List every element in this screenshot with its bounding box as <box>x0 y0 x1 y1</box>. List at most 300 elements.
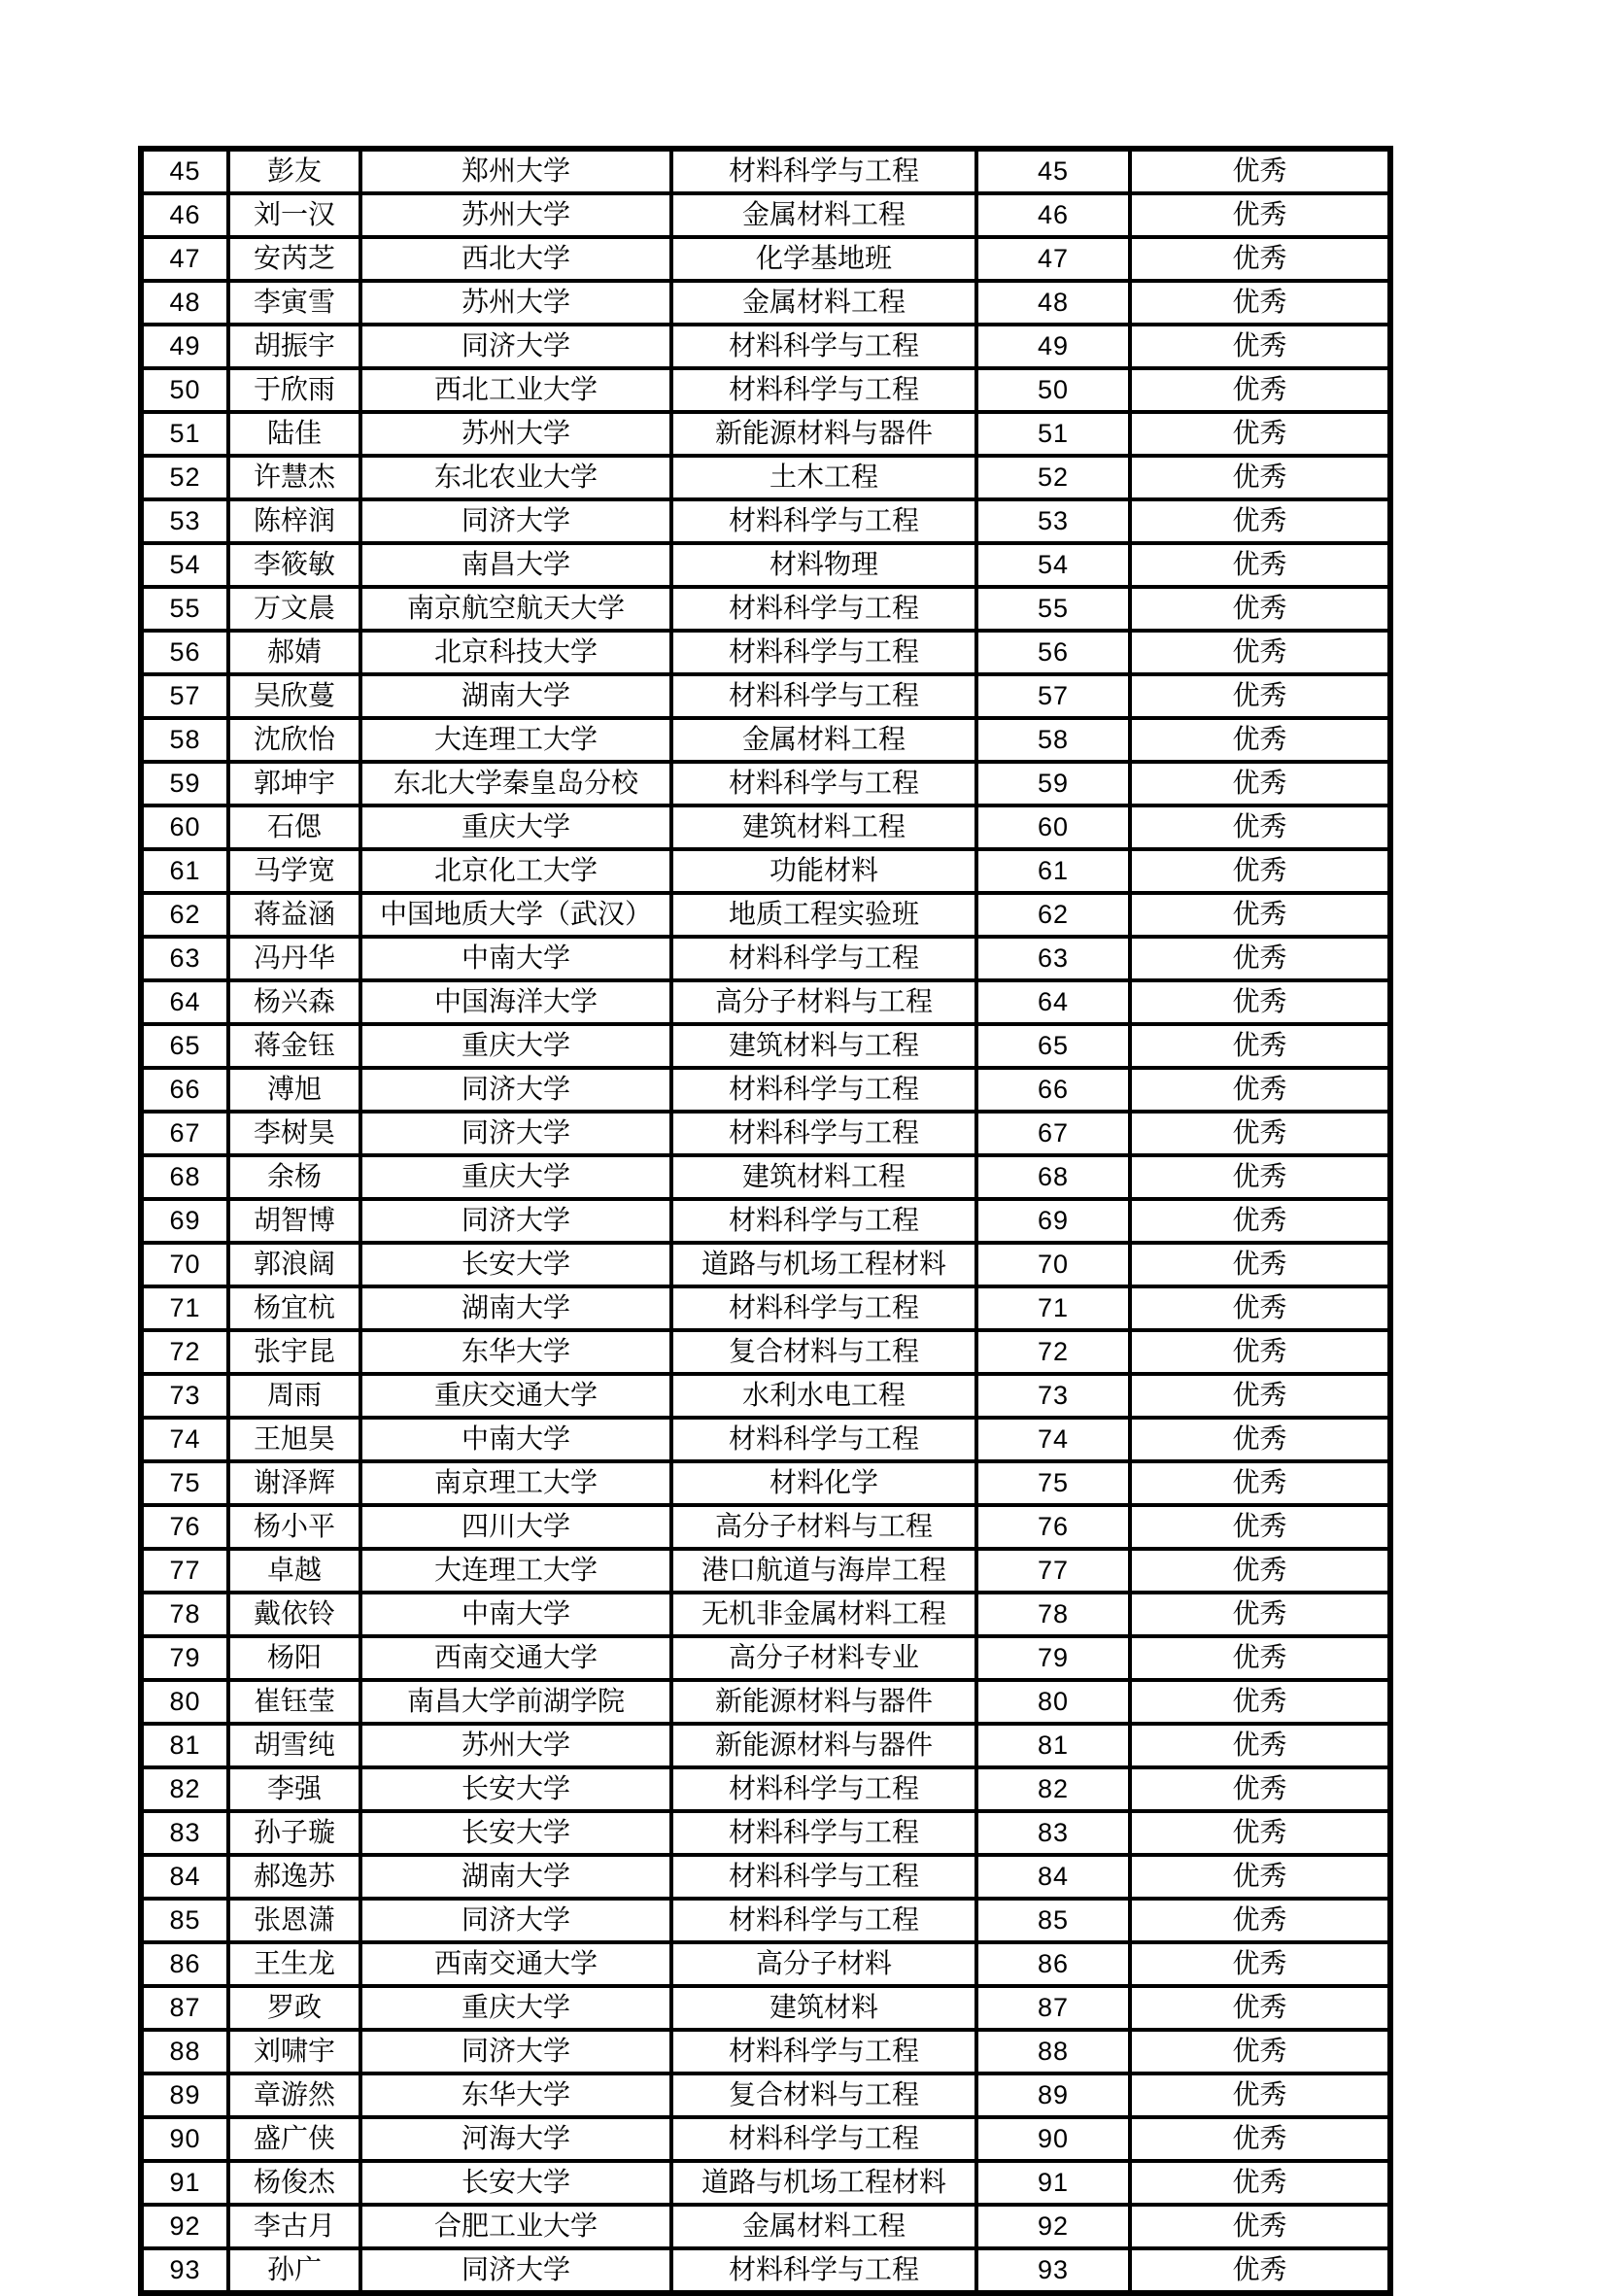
name-cell: 谢泽辉 <box>228 1461 360 1505</box>
major-cell: 高分子材料与工程 <box>671 980 976 1024</box>
table-row <box>141 1418 1390 1461</box>
rank-repeat-cell: 79 <box>976 1636 1130 1680</box>
rank-cell: 53 <box>141 499 228 543</box>
table-row <box>141 1286 1390 1330</box>
rank-repeat-cell: 53 <box>976 499 1130 543</box>
rank-repeat-cell: 59 <box>976 762 1130 805</box>
rank-cell: 82 <box>141 1767 228 1811</box>
evaluation-cell: 优秀 <box>1130 1767 1390 1811</box>
table-row <box>141 1024 1390 1068</box>
university-cell: 中南大学 <box>360 1418 671 1461</box>
table-row <box>141 1724 1390 1767</box>
table-row <box>141 587 1390 631</box>
table-row <box>141 1767 1390 1811</box>
rank-cell: 89 <box>141 2073 228 2117</box>
rank-repeat-cell: 57 <box>976 674 1130 718</box>
university-cell: 同济大学 <box>360 2248 671 2293</box>
table-row <box>141 762 1390 805</box>
evaluation-cell: 优秀 <box>1130 543 1390 587</box>
rank-repeat-cell: 90 <box>976 2117 1130 2161</box>
university-cell: 中国地质大学（武汉） <box>360 893 671 937</box>
rank-repeat-cell: 60 <box>976 805 1130 849</box>
name-cell: 吴欣蔓 <box>228 674 360 718</box>
table-row <box>141 149 1390 193</box>
rank-cell: 49 <box>141 325 228 368</box>
evaluation-cell: 优秀 <box>1130 805 1390 849</box>
table-row <box>141 1505 1390 1549</box>
table-row <box>141 805 1390 849</box>
name-cell: 郭坤宇 <box>228 762 360 805</box>
students-table-body <box>141 149 1390 2293</box>
rank-repeat-cell: 76 <box>976 1505 1130 1549</box>
table-row <box>141 2205 1390 2248</box>
evaluation-cell: 优秀 <box>1130 1724 1390 1767</box>
table-row <box>141 674 1390 718</box>
rank-repeat-cell: 50 <box>976 368 1130 412</box>
major-cell: 材料科学与工程 <box>671 1767 976 1811</box>
name-cell: 李寅雪 <box>228 281 360 325</box>
rank-repeat-cell: 83 <box>976 1811 1130 1855</box>
name-cell: 彭友 <box>228 149 360 193</box>
rank-cell: 73 <box>141 1374 228 1418</box>
rank-repeat-cell: 82 <box>976 1767 1130 1811</box>
evaluation-cell: 优秀 <box>1130 1243 1390 1286</box>
university-cell: 西北大学 <box>360 237 671 281</box>
table-row <box>141 456 1390 499</box>
evaluation-cell: 优秀 <box>1130 1155 1390 1199</box>
major-cell: 材料科学与工程 <box>671 149 976 193</box>
table-row <box>141 325 1390 368</box>
table-row <box>141 237 1390 281</box>
rank-repeat-cell: 89 <box>976 2073 1130 2117</box>
evaluation-cell: 优秀 <box>1130 499 1390 543</box>
major-cell: 材料科学与工程 <box>671 937 976 980</box>
university-cell: 湖南大学 <box>360 674 671 718</box>
table-row <box>141 1636 1390 1680</box>
rank-cell: 93 <box>141 2248 228 2293</box>
name-cell: 李筱敏 <box>228 543 360 587</box>
major-cell: 新能源材料与器件 <box>671 1724 976 1767</box>
university-cell: 东华大学 <box>360 1330 671 1374</box>
rank-repeat-cell: 93 <box>976 2248 1130 2293</box>
university-cell: 南京航空航天大学 <box>360 587 671 631</box>
university-cell: 重庆交通大学 <box>360 1374 671 1418</box>
table-row <box>141 1899 1390 1942</box>
table-row <box>141 281 1390 325</box>
major-cell: 地质工程实验班 <box>671 893 976 937</box>
evaluation-cell: 优秀 <box>1130 1593 1390 1636</box>
evaluation-cell: 优秀 <box>1130 1636 1390 1680</box>
name-cell: 盛广侠 <box>228 2117 360 2161</box>
evaluation-cell: 优秀 <box>1130 937 1390 980</box>
evaluation-cell: 优秀 <box>1130 1199 1390 1243</box>
evaluation-cell: 优秀 <box>1130 674 1390 718</box>
rank-cell: 78 <box>141 1593 228 1636</box>
evaluation-cell: 优秀 <box>1130 980 1390 1024</box>
evaluation-cell: 优秀 <box>1130 456 1390 499</box>
evaluation-cell: 优秀 <box>1130 1024 1390 1068</box>
major-cell: 建筑材料工程 <box>671 1155 976 1199</box>
evaluation-cell: 优秀 <box>1130 193 1390 237</box>
university-cell: 西北工业大学 <box>360 368 671 412</box>
rank-cell: 74 <box>141 1418 228 1461</box>
major-cell: 高分子材料专业 <box>671 1636 976 1680</box>
name-cell: 周雨 <box>228 1374 360 1418</box>
major-cell: 材料科学与工程 <box>671 368 976 412</box>
rank-cell: 69 <box>141 1199 228 1243</box>
table-row <box>141 499 1390 543</box>
major-cell: 水利水电工程 <box>671 1374 976 1418</box>
rank-repeat-cell: 61 <box>976 849 1130 893</box>
university-cell: 南京理工大学 <box>360 1461 671 1505</box>
rank-repeat-cell: 92 <box>976 2205 1130 2248</box>
rank-cell: 63 <box>141 937 228 980</box>
evaluation-cell: 优秀 <box>1130 281 1390 325</box>
table-row <box>141 1811 1390 1855</box>
rank-cell: 62 <box>141 893 228 937</box>
rank-repeat-cell: 77 <box>976 1549 1130 1593</box>
rank-cell: 80 <box>141 1680 228 1724</box>
evaluation-cell: 优秀 <box>1130 762 1390 805</box>
evaluation-cell: 优秀 <box>1130 1330 1390 1374</box>
rank-repeat-cell: 65 <box>976 1024 1130 1068</box>
rank-cell: 76 <box>141 1505 228 1549</box>
rank-cell: 66 <box>141 1068 228 1112</box>
evaluation-cell: 优秀 <box>1130 1680 1390 1724</box>
evaluation-cell: 优秀 <box>1130 149 1390 193</box>
major-cell: 无机非金属材料工程 <box>671 1593 976 1636</box>
rank-cell: 70 <box>141 1243 228 1286</box>
rank-repeat-cell: 91 <box>976 2161 1130 2205</box>
name-cell: 石偲 <box>228 805 360 849</box>
major-cell: 材料科学与工程 <box>671 762 976 805</box>
name-cell: 冯丹华 <box>228 937 360 980</box>
rank-repeat-cell: 46 <box>976 193 1130 237</box>
major-cell: 材料科学与工程 <box>671 2117 976 2161</box>
name-cell: 溥旭 <box>228 1068 360 1112</box>
rank-cell: 55 <box>141 587 228 631</box>
major-cell: 道路与机场工程材料 <box>671 1243 976 1286</box>
table-row <box>141 937 1390 980</box>
major-cell: 金属材料工程 <box>671 2205 976 2248</box>
rank-cell: 88 <box>141 2030 228 2073</box>
evaluation-cell: 优秀 <box>1130 2030 1390 2073</box>
university-cell: 同济大学 <box>360 2030 671 2073</box>
rank-repeat-cell: 66 <box>976 1068 1130 1112</box>
evaluation-cell: 优秀 <box>1130 893 1390 937</box>
name-cell: 刘一汉 <box>228 193 360 237</box>
rank-cell: 86 <box>141 1942 228 1986</box>
name-cell: 胡雪纯 <box>228 1724 360 1767</box>
evaluation-cell: 优秀 <box>1130 1418 1390 1461</box>
evaluation-cell: 优秀 <box>1130 412 1390 456</box>
table-row <box>141 1374 1390 1418</box>
name-cell: 杨阳 <box>228 1636 360 1680</box>
rank-cell: 47 <box>141 237 228 281</box>
rank-repeat-cell: 49 <box>976 325 1130 368</box>
rank-cell: 83 <box>141 1811 228 1855</box>
major-cell: 金属材料工程 <box>671 718 976 762</box>
major-cell: 材料科学与工程 <box>671 1855 976 1899</box>
major-cell: 建筑材料 <box>671 1986 976 2030</box>
university-cell: 同济大学 <box>360 499 671 543</box>
table-row <box>141 543 1390 587</box>
university-cell: 中南大学 <box>360 1593 671 1636</box>
evaluation-cell: 优秀 <box>1130 325 1390 368</box>
table-row <box>141 1549 1390 1593</box>
name-cell: 蒋金钰 <box>228 1024 360 1068</box>
table-row <box>141 718 1390 762</box>
table-row <box>141 1593 1390 1636</box>
evaluation-cell: 优秀 <box>1130 2073 1390 2117</box>
table-row <box>141 1243 1390 1286</box>
rank-cell: 46 <box>141 193 228 237</box>
university-cell: 同济大学 <box>360 1068 671 1112</box>
evaluation-cell: 优秀 <box>1130 587 1390 631</box>
name-cell: 孙子璇 <box>228 1811 360 1855</box>
rank-repeat-cell: 85 <box>976 1899 1130 1942</box>
rank-cell: 54 <box>141 543 228 587</box>
name-cell: 杨宜杭 <box>228 1286 360 1330</box>
university-cell: 大连理工大学 <box>360 718 671 762</box>
rank-repeat-cell: 78 <box>976 1593 1130 1636</box>
rank-cell: 61 <box>141 849 228 893</box>
evaluation-cell: 优秀 <box>1130 2205 1390 2248</box>
major-cell: 建筑材料工程 <box>671 805 976 849</box>
evaluation-cell: 优秀 <box>1130 237 1390 281</box>
name-cell: 杨俊杰 <box>228 2161 360 2205</box>
evaluation-cell: 优秀 <box>1130 2248 1390 2293</box>
name-cell: 郭浪阔 <box>228 1243 360 1286</box>
university-cell: 西南交通大学 <box>360 1636 671 1680</box>
major-cell: 建筑材料与工程 <box>671 1024 976 1068</box>
name-cell: 许慧杰 <box>228 456 360 499</box>
major-cell: 高分子材料与工程 <box>671 1505 976 1549</box>
major-cell: 新能源材料与器件 <box>671 412 976 456</box>
rank-cell: 92 <box>141 2205 228 2248</box>
university-cell: 河海大学 <box>360 2117 671 2161</box>
university-cell: 北京科技大学 <box>360 631 671 674</box>
university-cell: 重庆大学 <box>360 1024 671 1068</box>
evaluation-cell: 优秀 <box>1130 1855 1390 1899</box>
university-cell: 长安大学 <box>360 1811 671 1855</box>
university-cell: 同济大学 <box>360 1112 671 1155</box>
university-cell: 苏州大学 <box>360 281 671 325</box>
rank-repeat-cell: 45 <box>976 149 1130 193</box>
rank-cell: 91 <box>141 2161 228 2205</box>
major-cell: 化学基地班 <box>671 237 976 281</box>
rank-repeat-cell: 48 <box>976 281 1130 325</box>
rank-repeat-cell: 62 <box>976 893 1130 937</box>
rank-cell: 72 <box>141 1330 228 1374</box>
name-cell: 孙广 <box>228 2248 360 2293</box>
university-cell: 中国海洋大学 <box>360 980 671 1024</box>
name-cell: 崔钰莹 <box>228 1680 360 1724</box>
major-cell: 道路与机场工程材料 <box>671 2161 976 2205</box>
university-cell: 同济大学 <box>360 1199 671 1243</box>
university-cell: 重庆大学 <box>360 1986 671 2030</box>
university-cell: 苏州大学 <box>360 193 671 237</box>
rank-cell: 56 <box>141 631 228 674</box>
table-row <box>141 368 1390 412</box>
university-cell: 郑州大学 <box>360 149 671 193</box>
table-row <box>141 2161 1390 2205</box>
university-cell: 苏州大学 <box>360 1724 671 1767</box>
major-cell: 材料科学与工程 <box>671 1068 976 1112</box>
students-table <box>138 146 1393 2296</box>
university-cell: 重庆大学 <box>360 1155 671 1199</box>
name-cell: 李树昊 <box>228 1112 360 1155</box>
major-cell: 材料科学与工程 <box>671 2248 976 2293</box>
university-cell: 湖南大学 <box>360 1855 671 1899</box>
evaluation-cell: 优秀 <box>1130 368 1390 412</box>
evaluation-cell: 优秀 <box>1130 631 1390 674</box>
name-cell: 刘啸宇 <box>228 2030 360 2073</box>
major-cell: 材料科学与工程 <box>671 1286 976 1330</box>
major-cell: 港口航道与海岸工程 <box>671 1549 976 1593</box>
rank-repeat-cell: 54 <box>976 543 1130 587</box>
major-cell: 土木工程 <box>671 456 976 499</box>
evaluation-cell: 优秀 <box>1130 1549 1390 1593</box>
evaluation-cell: 优秀 <box>1130 849 1390 893</box>
table-row <box>141 193 1390 237</box>
table-row <box>141 1942 1390 1986</box>
university-cell: 北京化工大学 <box>360 849 671 893</box>
table-row <box>141 893 1390 937</box>
major-cell: 新能源材料与器件 <box>671 1680 976 1724</box>
rank-cell: 85 <box>141 1899 228 1942</box>
university-cell: 湖南大学 <box>360 1286 671 1330</box>
table-row <box>141 1155 1390 1199</box>
rank-repeat-cell: 71 <box>976 1286 1130 1330</box>
rank-cell: 51 <box>141 412 228 456</box>
rank-repeat-cell: 72 <box>976 1330 1130 1374</box>
name-cell: 马学宽 <box>228 849 360 893</box>
table-row <box>141 2248 1390 2293</box>
rank-repeat-cell: 88 <box>976 2030 1130 2073</box>
name-cell: 郝婧 <box>228 631 360 674</box>
name-cell: 杨小平 <box>228 1505 360 1549</box>
name-cell: 王旭昊 <box>228 1418 360 1461</box>
rank-repeat-cell: 75 <box>976 1461 1130 1505</box>
evaluation-cell: 优秀 <box>1130 1461 1390 1505</box>
major-cell: 复合材料与工程 <box>671 1330 976 1374</box>
name-cell: 万文晨 <box>228 587 360 631</box>
name-cell: 陈梓润 <box>228 499 360 543</box>
rank-cell: 75 <box>141 1461 228 1505</box>
major-cell: 材料科学与工程 <box>671 2030 976 2073</box>
major-cell: 高分子材料 <box>671 1942 976 1986</box>
major-cell: 材料科学与工程 <box>671 1811 976 1855</box>
evaluation-cell: 优秀 <box>1130 1068 1390 1112</box>
rank-cell: 90 <box>141 2117 228 2161</box>
major-cell: 功能材料 <box>671 849 976 893</box>
university-cell: 长安大学 <box>360 2161 671 2205</box>
rank-repeat-cell: 68 <box>976 1155 1130 1199</box>
evaluation-cell: 优秀 <box>1130 1899 1390 1942</box>
major-cell: 材料科学与工程 <box>671 1418 976 1461</box>
table-row <box>141 2117 1390 2161</box>
name-cell: 蒋益涵 <box>228 893 360 937</box>
rank-cell: 57 <box>141 674 228 718</box>
rank-repeat-cell: 51 <box>976 412 1130 456</box>
university-cell: 重庆大学 <box>360 805 671 849</box>
evaluation-cell: 优秀 <box>1130 1942 1390 1986</box>
major-cell: 材料科学与工程 <box>671 499 976 543</box>
table-row <box>141 1461 1390 1505</box>
rank-repeat-cell: 63 <box>976 937 1130 980</box>
table-row <box>141 1986 1390 2030</box>
rank-cell: 60 <box>141 805 228 849</box>
table-row <box>141 631 1390 674</box>
rank-cell: 64 <box>141 980 228 1024</box>
rank-repeat-cell: 58 <box>976 718 1130 762</box>
table-row <box>141 849 1390 893</box>
rank-repeat-cell: 52 <box>976 456 1130 499</box>
university-cell: 南昌大学 <box>360 543 671 587</box>
name-cell: 胡振宇 <box>228 325 360 368</box>
rank-repeat-cell: 87 <box>976 1986 1130 2030</box>
name-cell: 胡智博 <box>228 1199 360 1243</box>
major-cell: 金属材料工程 <box>671 281 976 325</box>
rank-repeat-cell: 84 <box>976 1855 1130 1899</box>
name-cell: 章游然 <box>228 2073 360 2117</box>
university-cell: 东华大学 <box>360 2073 671 2117</box>
rank-repeat-cell: 47 <box>976 237 1130 281</box>
name-cell: 张宇昆 <box>228 1330 360 1374</box>
name-cell: 杨兴森 <box>228 980 360 1024</box>
rank-cell: 84 <box>141 1855 228 1899</box>
major-cell: 金属材料工程 <box>671 193 976 237</box>
major-cell: 材料科学与工程 <box>671 1112 976 1155</box>
university-cell: 东北农业大学 <box>360 456 671 499</box>
rank-cell: 65 <box>141 1024 228 1068</box>
name-cell: 安芮芝 <box>228 237 360 281</box>
rank-repeat-cell: 64 <box>976 980 1130 1024</box>
name-cell: 戴依铃 <box>228 1593 360 1636</box>
name-cell: 郝逸苏 <box>228 1855 360 1899</box>
rank-cell: 48 <box>141 281 228 325</box>
major-cell: 材料科学与工程 <box>671 1199 976 1243</box>
rank-repeat-cell: 86 <box>976 1942 1130 1986</box>
name-cell: 罗政 <box>228 1986 360 2030</box>
university-cell: 东北大学秦皇岛分校 <box>360 762 671 805</box>
evaluation-cell: 优秀 <box>1130 1112 1390 1155</box>
name-cell: 于欣雨 <box>228 368 360 412</box>
university-cell: 西南交通大学 <box>360 1942 671 1986</box>
name-cell: 陆佳 <box>228 412 360 456</box>
rank-cell: 58 <box>141 718 228 762</box>
name-cell: 李强 <box>228 1767 360 1811</box>
rank-repeat-cell: 69 <box>976 1199 1130 1243</box>
rank-repeat-cell: 55 <box>976 587 1130 631</box>
evaluation-cell: 优秀 <box>1130 2161 1390 2205</box>
table-row <box>141 1199 1390 1243</box>
rank-cell: 81 <box>141 1724 228 1767</box>
rank-repeat-cell: 74 <box>976 1418 1130 1461</box>
rank-cell: 59 <box>141 762 228 805</box>
table-row <box>141 2073 1390 2117</box>
name-cell: 王生龙 <box>228 1942 360 1986</box>
table-row <box>141 1112 1390 1155</box>
major-cell: 材料科学与工程 <box>671 674 976 718</box>
major-cell: 材料物理 <box>671 543 976 587</box>
rank-cell: 45 <box>141 149 228 193</box>
evaluation-cell: 优秀 <box>1130 1286 1390 1330</box>
rank-cell: 77 <box>141 1549 228 1593</box>
university-cell: 南昌大学前湖学院 <box>360 1680 671 1724</box>
university-cell: 同济大学 <box>360 1899 671 1942</box>
